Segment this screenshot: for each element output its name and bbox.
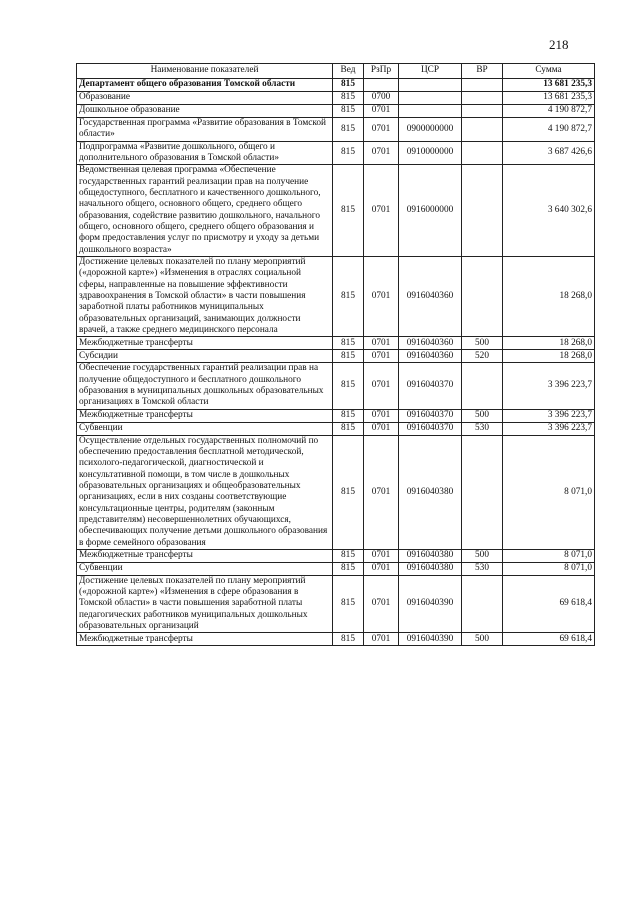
row-csr: 0916040360 (399, 350, 462, 363)
row-name: Образование (77, 92, 333, 105)
row-ved: 815 (333, 575, 364, 633)
header-vr: ВР (462, 64, 503, 79)
row-csr: 0916040390 (399, 633, 462, 646)
header-rzpr: РзПр (364, 64, 399, 79)
table-header-row (77, 64, 595, 79)
row-name: Осуществление отдельных государственных полномочий по обеспечению предоставления бесплатной методической, психолого-педагогической, диагностической и консультативной помощи, в том числе в дошкольных образовательных организациях и общеобразовательных организациях, если в них созданы соответствующие консультационные центры, родителям (законным представителям) несовершеннолетних обучающихся, обеспечивающих получение детьми дошкольного образования в форме семейного образования (77, 435, 333, 549)
row-name: Межбюджетные трансферты (77, 337, 333, 350)
row-sum: 13 681 235,3 (503, 79, 595, 92)
table-row (77, 435, 595, 549)
row-csr: 0900000000 (399, 118, 462, 142)
table-row (77, 105, 595, 118)
row-ved: 815 (333, 256, 364, 336)
budget-table (76, 63, 595, 646)
row-rzpr: 0701 (364, 409, 399, 422)
row-sum: 3 396 223,7 (503, 422, 595, 435)
row-name: Дошкольное образование (77, 105, 333, 118)
row-vr (462, 118, 503, 142)
row-ved: 815 (333, 79, 364, 92)
row-name: Межбюджетные трансферты (77, 409, 333, 422)
row-rzpr: 0701 (364, 422, 399, 435)
row-vr (462, 105, 503, 118)
row-vr (462, 141, 503, 165)
row-rzpr: 0700 (364, 92, 399, 105)
row-name: Государственная программа «Развитие образования в Томской области» (77, 118, 333, 142)
table-row (77, 633, 595, 646)
row-sum: 3 640 302,6 (503, 165, 595, 257)
row-rzpr (364, 79, 399, 92)
row-name: Субвенции (77, 422, 333, 435)
table-row (77, 575, 595, 633)
row-vr: 530 (462, 422, 503, 435)
row-vr: 520 (462, 350, 503, 363)
row-csr: 0916040370 (399, 363, 462, 409)
row-name: Субсидии (77, 350, 333, 363)
table-row (77, 141, 595, 165)
table-row (77, 256, 595, 336)
row-sum: 69 618,4 (503, 575, 595, 633)
row-ved: 815 (333, 165, 364, 257)
table-row (77, 562, 595, 575)
row-csr: 0916040380 (399, 549, 462, 562)
header-ved: Вед (333, 64, 364, 79)
table-row (77, 92, 595, 105)
row-rzpr: 0701 (364, 118, 399, 142)
table-row (77, 337, 595, 350)
row-sum: 4 190 872,7 (503, 105, 595, 118)
row-name: Субвенции (77, 562, 333, 575)
row-vr: 500 (462, 633, 503, 646)
table-row (77, 79, 595, 92)
row-sum: 3 396 223,7 (503, 363, 595, 409)
header-csr: ЦСР (399, 64, 462, 79)
row-rzpr: 0701 (364, 337, 399, 350)
row-rzpr: 0701 (364, 633, 399, 646)
row-csr: 0916040360 (399, 256, 462, 336)
row-csr: 0916000000 (399, 165, 462, 257)
row-ved: 815 (333, 350, 364, 363)
row-name: Достижение целевых показателей по плану мероприятий («дорожной карте») «Изменения в отраслях социальной сферы, направленные на повышение эффективности здравоохранения в Томской области» в части повышения заработной платы работников муниципальных образовательных организаций, занимающих должности врачей, а также среднего медицинского персонала (77, 256, 333, 336)
row-name: Ведомственная целевая программа «Обеспечение государственных гарантий реализации прав на получение общедоступного, бесплатного и качественного дошкольного, начального общего, основного общего, среднего общего образования, содействие развитию дошкольного, начального общего, основного общего, среднего общего образования и форм предоставления услуг по присмотру и уходу за детьми дошкольного возраста» (77, 165, 333, 257)
row-ved: 815 (333, 105, 364, 118)
header-name: Наименование показателей (77, 64, 333, 79)
row-ved: 815 (333, 118, 364, 142)
row-ved: 815 (333, 435, 364, 549)
row-csr (399, 92, 462, 105)
row-vr: 500 (462, 337, 503, 350)
row-ved: 815 (333, 549, 364, 562)
row-ved: 815 (333, 422, 364, 435)
row-csr (399, 105, 462, 118)
row-ved: 815 (333, 92, 364, 105)
row-name: Департамент общего образования Томской области (77, 79, 333, 92)
row-name: Обеспечение государственных гарантий реализации прав на получение общедоступного и бесплатного дошкольного образования в муниципальных дошкольных образовательных организациях в Томской области (77, 363, 333, 409)
row-rzpr: 0701 (364, 350, 399, 363)
row-ved: 815 (333, 363, 364, 409)
row-vr (462, 79, 503, 92)
row-rzpr: 0701 (364, 141, 399, 165)
row-sum: 8 071,0 (503, 562, 595, 575)
row-name: Межбюджетные трансферты (77, 633, 333, 646)
table-row (77, 422, 595, 435)
row-vr: 500 (462, 409, 503, 422)
row-sum: 18 268,0 (503, 256, 595, 336)
row-sum: 18 268,0 (503, 350, 595, 363)
row-ved: 815 (333, 633, 364, 646)
row-sum: 3 687 426,6 (503, 141, 595, 165)
row-name: Достижение целевых показателей по плану мероприятий («дорожной карте») «Изменения в сфере образования в Томской области» в части повышения заработной платы педагогических работников муниципальных дошкольных образовательных организаций (77, 575, 333, 633)
row-rzpr: 0701 (364, 549, 399, 562)
row-sum: 8 071,0 (503, 435, 595, 549)
row-csr: 0910000000 (399, 141, 462, 165)
row-vr (462, 435, 503, 549)
row-vr (462, 256, 503, 336)
row-sum: 3 396 223,7 (503, 409, 595, 422)
row-name: Межбюджетные трансферты (77, 549, 333, 562)
row-sum: 69 618,4 (503, 633, 595, 646)
row-sum: 8 071,0 (503, 549, 595, 562)
table-row (77, 549, 595, 562)
row-sum: 4 190 872,7 (503, 118, 595, 142)
table-row (77, 409, 595, 422)
row-csr: 0916040360 (399, 337, 462, 350)
row-ved: 815 (333, 141, 364, 165)
header-sum: Сумма (503, 64, 595, 79)
row-csr (399, 79, 462, 92)
row-rzpr: 0701 (364, 363, 399, 409)
row-rzpr: 0701 (364, 256, 399, 336)
row-ved: 815 (333, 337, 364, 350)
page-number: 218 (549, 37, 569, 52)
row-rzpr: 0701 (364, 435, 399, 549)
row-sum: 13 681 235,3 (503, 92, 595, 105)
row-csr: 0916040380 (399, 562, 462, 575)
row-name: Подпрограмма «Развитие дошкольного, общего и дополнительного образования в Томской области» (77, 141, 333, 165)
row-vr (462, 92, 503, 105)
row-sum: 18 268,0 (503, 337, 595, 350)
row-vr: 530 (462, 562, 503, 575)
row-ved: 815 (333, 562, 364, 575)
row-ved: 815 (333, 409, 364, 422)
row-vr (462, 575, 503, 633)
row-vr (462, 363, 503, 409)
table-row (77, 363, 595, 409)
table-row (77, 165, 595, 257)
row-rzpr: 0701 (364, 562, 399, 575)
row-rzpr: 0701 (364, 575, 399, 633)
row-vr: 500 (462, 549, 503, 562)
row-csr: 0916040390 (399, 575, 462, 633)
row-rzpr: 0701 (364, 105, 399, 118)
row-rzpr: 0701 (364, 165, 399, 257)
table-row (77, 350, 595, 363)
row-csr: 0916040370 (399, 409, 462, 422)
row-vr (462, 165, 503, 257)
row-csr: 0916040370 (399, 422, 462, 435)
table-row (77, 118, 595, 142)
row-csr: 0916040380 (399, 435, 462, 549)
